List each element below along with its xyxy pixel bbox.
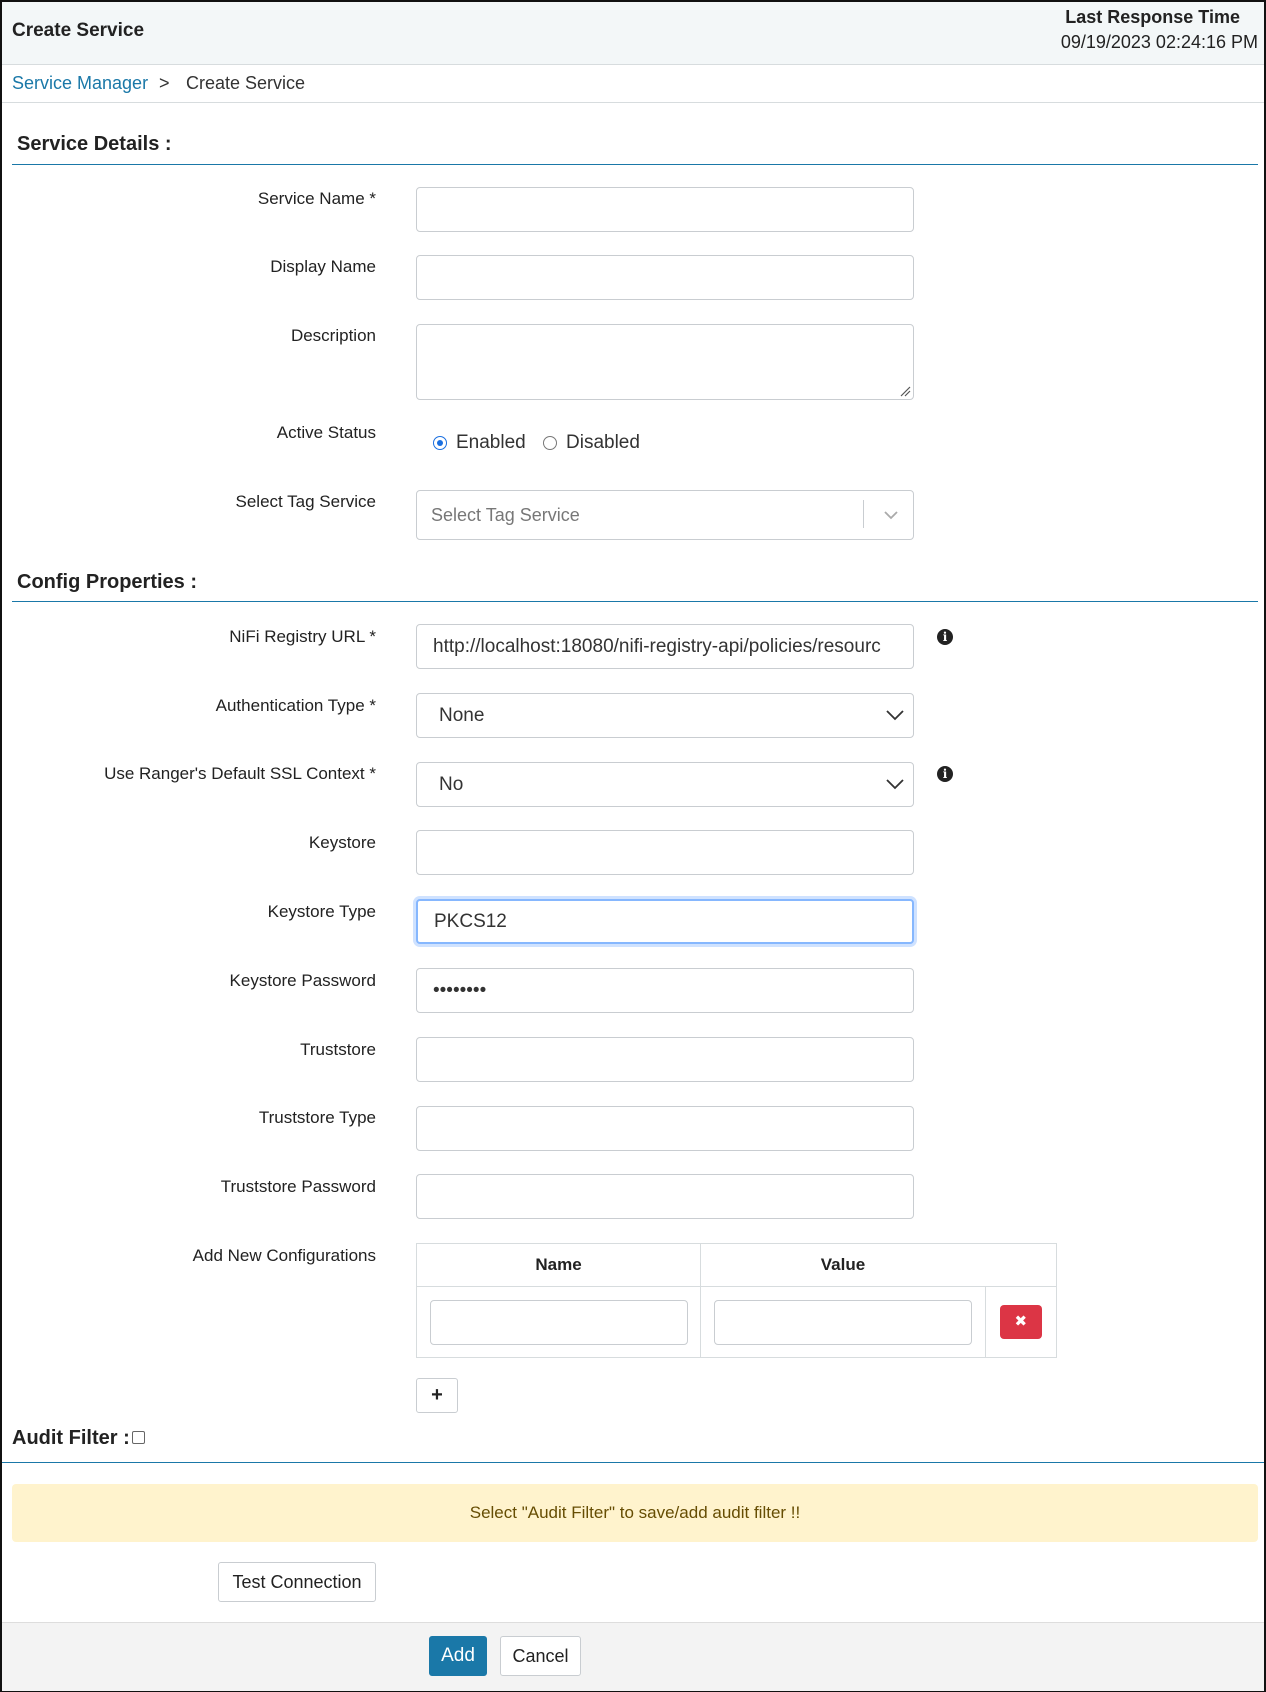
close-icon[interactable]: ✖ <box>1000 1305 1042 1339</box>
display-name-label: Display Name <box>270 257 376 276</box>
audit-filter-warning: Select "Audit Filter" to save/add audit filter !! <box>12 1484 1258 1542</box>
chevron-down-icon <box>885 707 905 723</box>
breadcrumb-service-manager[interactable]: Service Manager <box>12 73 149 93</box>
enabled-radio-label[interactable]: Enabled <box>456 432 526 453</box>
tag-service-label: Select Tag Service <box>235 492 376 511</box>
keystore-input[interactable] <box>416 830 914 875</box>
disabled-radio-label[interactable]: Disabled <box>566 432 640 453</box>
test-connection-button[interactable]: Test Connection <box>218 1562 376 1602</box>
truststore-label: Truststore <box>300 1040 376 1059</box>
add-new-config-label: Add New Configurations <box>192 1246 376 1265</box>
ssl-context-label: Use Ranger's Default SSL Context * <box>104 764 376 783</box>
breadcrumb <box>2 64 1264 103</box>
enabled-radio[interactable] <box>433 436 447 450</box>
chevron-down-icon <box>885 776 905 792</box>
tag-service-placeholder: Select Tag Service <box>431 505 580 525</box>
service-details-divider <box>12 164 1258 165</box>
description-label: Description <box>290 326 376 345</box>
keystore-label: Keystore <box>308 833 376 852</box>
service-details-title: Service Details : <box>17 133 172 155</box>
disabled-radio[interactable] <box>543 436 557 450</box>
config-name-cell <box>417 1287 701 1358</box>
config-table <box>416 1243 1057 1358</box>
nifi-url-input[interactable]: http://localhost:18080/nifi-registry-api/policies/resourc <box>416 624 914 669</box>
form-footer <box>2 1622 1264 1691</box>
resize-grip-icon[interactable] <box>899 385 911 397</box>
active-status-label: Active Status <box>276 423 376 442</box>
truststore-password-input[interactable] <box>416 1174 914 1219</box>
auth-type-label: Authentication Type * <box>215 696 376 715</box>
nifi-url-label: NiFi Registry URL * <box>229 627 376 646</box>
auth-type-select[interactable] <box>416 693 914 738</box>
cancel-button[interactable]: Cancel <box>500 1636 581 1676</box>
config-name-input[interactable] <box>430 1300 688 1345</box>
info-icon[interactable]: i <box>937 629 953 645</box>
breadcrumb-separator: > <box>159 73 170 93</box>
audit-filter-title: Audit Filter : <box>12 1427 130 1449</box>
truststore-password-label: Truststore Password <box>220 1177 376 1196</box>
breadcrumb-current: Create Service <box>186 73 306 93</box>
config-properties-title: Config Properties : <box>17 571 198 593</box>
keystore-password-input[interactable]: •••••••• <box>416 968 914 1013</box>
tag-service-select[interactable] <box>416 490 914 540</box>
ssl-context-select[interactable] <box>416 762 914 807</box>
table-row <box>417 1287 1057 1358</box>
truststore-input[interactable] <box>416 1037 914 1082</box>
keystore-type-input[interactable]: PKCS12 <box>416 899 914 944</box>
page-title: Create Service <box>12 20 145 41</box>
config-delete-cell <box>985 1287 1057 1358</box>
config-value-input[interactable] <box>714 1300 972 1345</box>
tag-service-divider <box>863 500 864 528</box>
config-properties-divider <box>12 601 1258 602</box>
config-table-header-value: Value <box>701 1244 986 1287</box>
auth-type-value: None <box>439 705 485 726</box>
service-name-input[interactable] <box>416 187 914 232</box>
truststore-type-label: Truststore Type <box>258 1108 376 1127</box>
description-textarea[interactable] <box>416 324 914 400</box>
audit-filter-checkbox[interactable] <box>132 1431 145 1444</box>
config-table-header-actions <box>985 1244 1057 1287</box>
ssl-context-value: No <box>439 774 464 795</box>
keystore-password-label: Keystore Password <box>229 971 376 990</box>
chevron-down-icon[interactable] <box>883 508 899 522</box>
add-button[interactable]: Add <box>429 1636 487 1676</box>
audit-filter-divider <box>2 1462 1264 1463</box>
config-value-cell <box>701 1287 986 1358</box>
truststore-type-input[interactable] <box>416 1106 914 1151</box>
plus-icon[interactable]: + <box>416 1378 458 1413</box>
keystore-type-label: Keystore Type <box>267 902 376 921</box>
service-name-label: Service Name * <box>257 189 376 208</box>
page-header <box>2 2 1264 65</box>
display-name-input[interactable] <box>416 255 914 300</box>
last-response-value: 09/19/2023 02:24:16 PM <box>1060 32 1258 52</box>
info-icon[interactable]: i <box>937 766 953 782</box>
config-table-header-name: Name <box>417 1244 701 1287</box>
last-response-label: Last Response Time <box>1065 7 1240 27</box>
